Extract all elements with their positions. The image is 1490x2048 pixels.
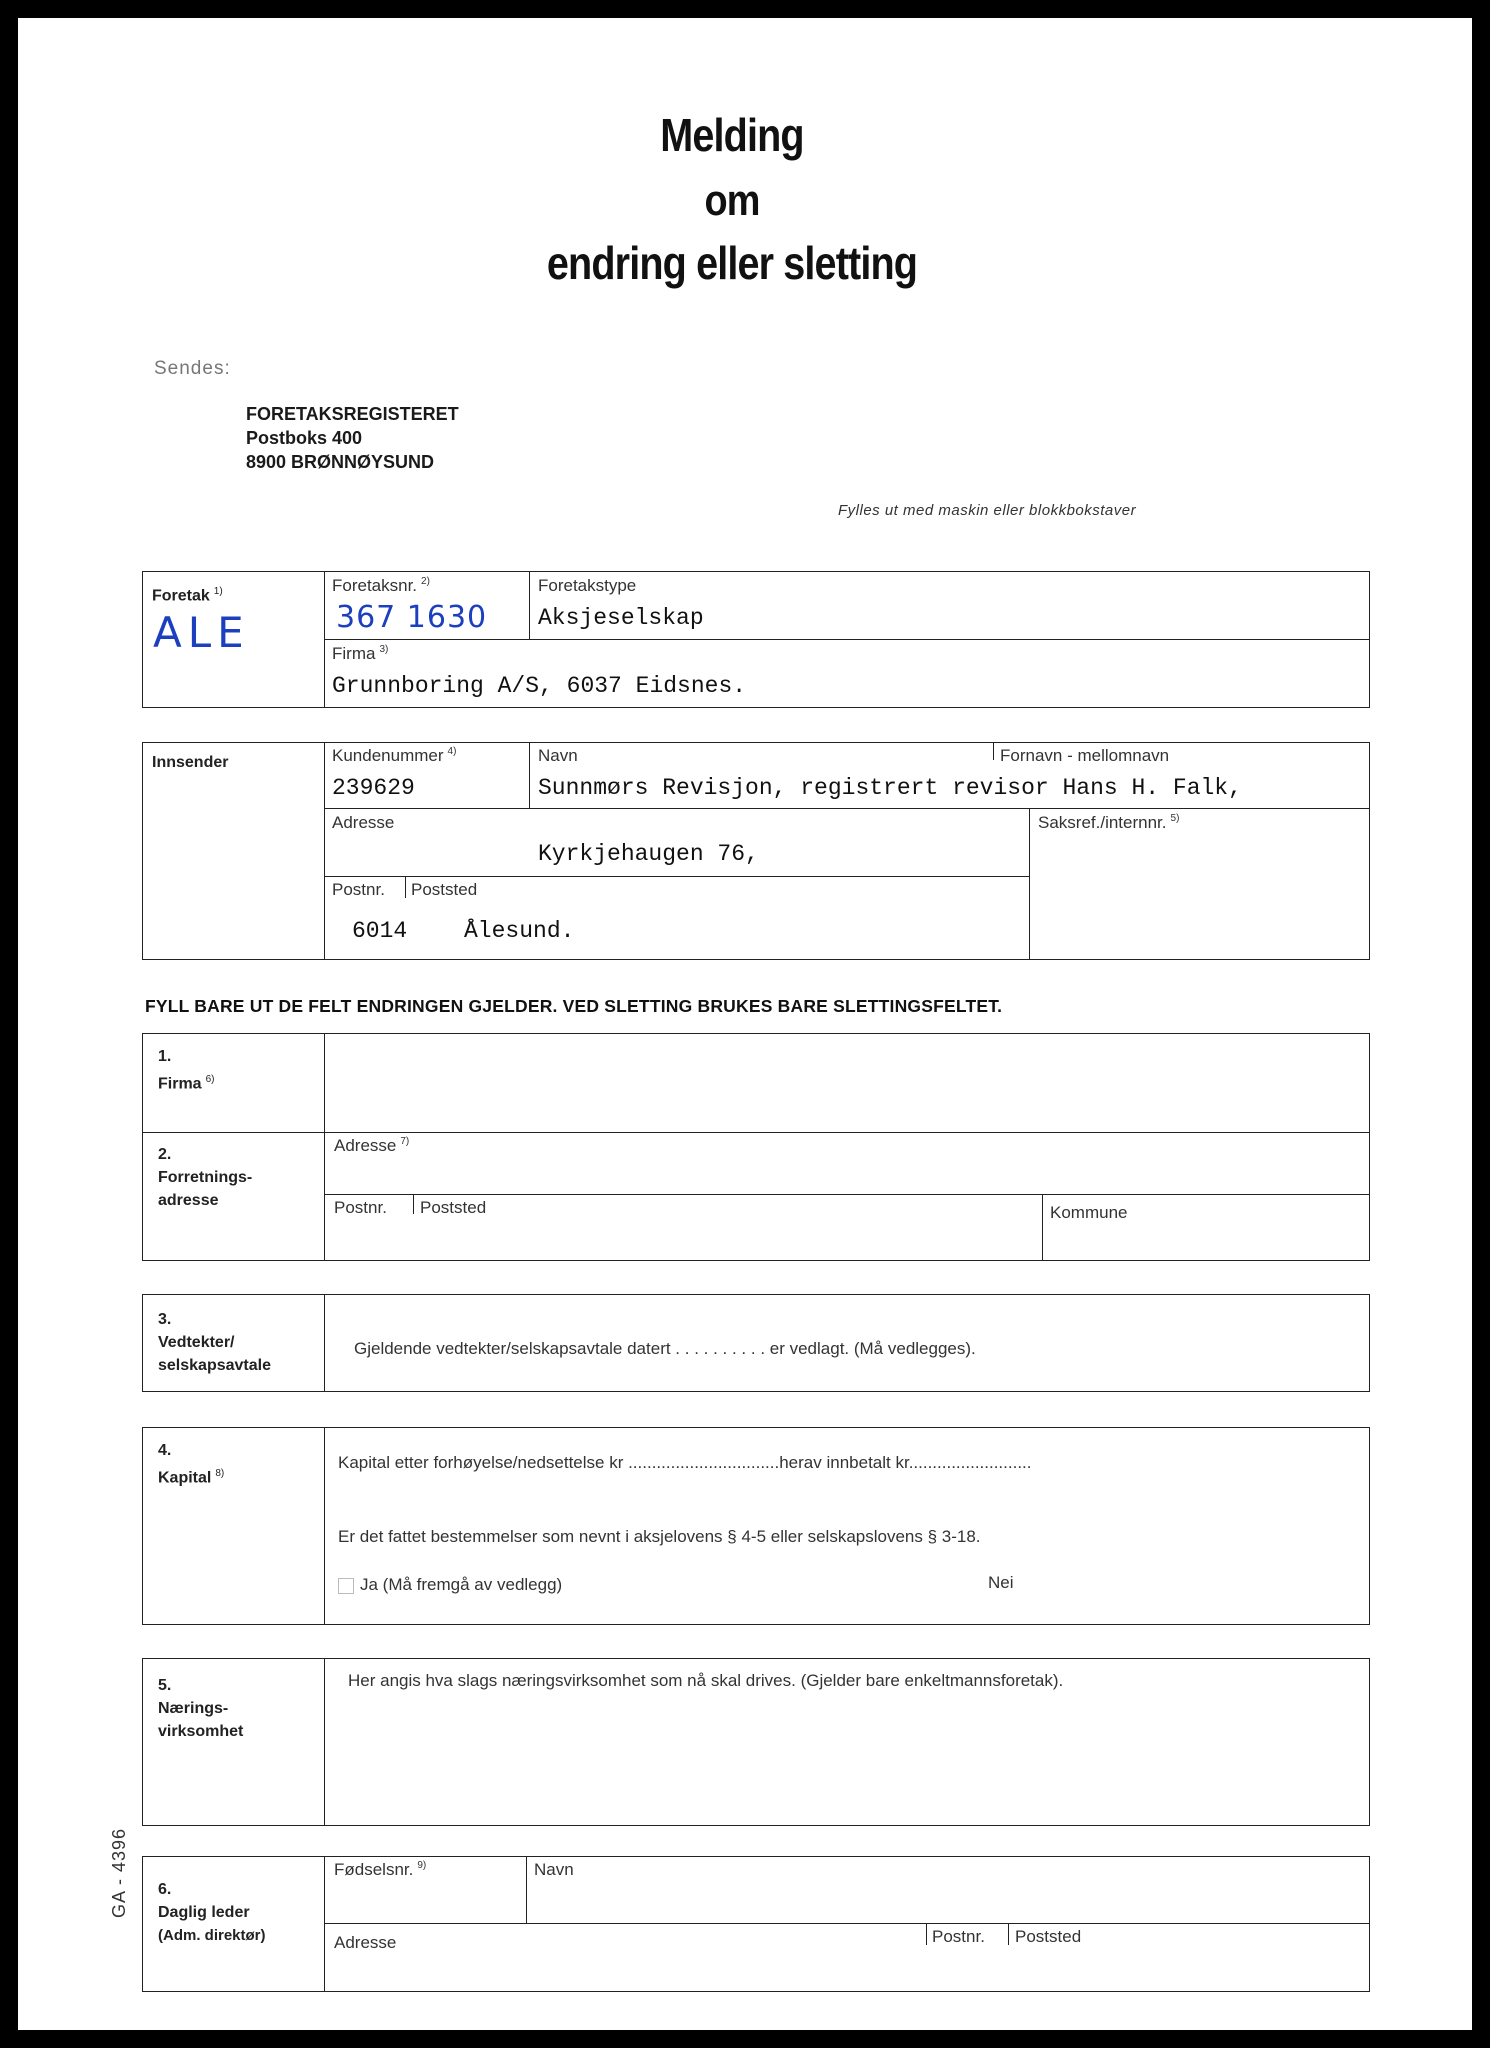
s4-line1: Kapital etter forhøyelse/nedsettelse kr ................................herav innbetalt kr.......................... [338,1453,1032,1472]
s4-nei-option[interactable]: Nei [988,1573,1014,1592]
s5-text: Her angis hva slags næringsvirksomhet som nå skal drives. (Gjelder bare enkeltmannsforetak). [348,1671,1064,1690]
title-line-2: om [704,176,760,225]
kundenummer-label: Kundenummer $^{4)}$ [332,746,457,765]
s6-fodselsnr-label: Fødselsnr. $^{9)}$ [334,1860,427,1879]
fornavn-label: Fornavn - mellomnavn [1000,746,1170,765]
foretakstype-value: Aksjeselskap [538,605,704,631]
section-1-2-box [142,1033,1370,1261]
notice-text: FYLL BARE UT DE FELT ENDRINGEN GJELDER. VED SLETTING BRUKES BARE SLETTINGSFELTET. [145,996,1003,1016]
saksref-label: Saksref./internnr. $^{5)}$ [1038,813,1180,832]
handwritten-code: ALE [153,608,250,657]
s6-label: 6. Daglig leder (Adm. direktør) [158,1881,266,1944]
innsender-section-label: Innsender [152,754,229,771]
firma-value: Grunnboring A/S, 6037 Eidsnes. [332,673,747,699]
s5-label: 5. Nærings- virksomhet [158,1677,244,1740]
s4-label: 4. Kapital $^{8)}$ [158,1442,225,1487]
form-code: GA - 4396 [109,1827,129,1918]
postnr-label: Postnr. [332,880,385,899]
firma-label: Firma $^{3)}$ [332,644,389,663]
title-line-1: Melding [660,109,804,161]
s2-adresse-label: Adresse $^{7)}$ [334,1136,410,1155]
s4-line2: Er det fattet bestemmelser som nevnt i aksjelovens § 4-5 eller selskapslovens § 3-18. [338,1527,981,1546]
s6-postnr-label: Postnr. [932,1927,985,1946]
sendes-label: Sendes: [154,358,231,379]
s3-label: 3. Vedtekter/ selskapsavtale [158,1311,271,1374]
navn-label: Navn [538,746,578,765]
s1-label: 1. Firma $^{6)}$ [158,1048,215,1093]
title-line-3: endring eller sletting [546,237,918,289]
foretaksnr-label: Foretaksnr. $^{2)}$ [332,576,430,595]
recipient-name: FORETAKSREGISTERET [246,404,459,424]
s6-poststed-label: Poststed [1015,1927,1082,1946]
recipient-city: 8900 BRØNNØYSUND [246,452,435,472]
adresse-value: Kyrkjehaugen 76, [538,841,759,867]
s2-poststed-label: Poststed [420,1198,487,1217]
foretaksnr-value: 367 1630 [336,600,488,635]
section-6-box [142,1856,1370,1992]
s2-postnr-label: Postnr. [334,1198,387,1217]
postnr-value: 6014 [352,918,408,944]
recipient-box: Postboks 400 [246,428,363,448]
poststed-label: Poststed [411,880,478,899]
s6-navn-label: Navn [534,1860,574,1879]
s2-kommune-label: Kommune [1050,1203,1128,1222]
adresse-label: Adresse [332,813,395,832]
foretakstype-label: Foretakstype [538,576,637,595]
s3-text: Gjeldende vedtekter/selskapsavtale datert . . . . . . . . . . er vedlagt. (Må vedlegges). [354,1339,976,1358]
fill-note: Fylles ut med maskin eller blokkbokstaver [838,502,1137,519]
form-page [18,18,1472,2030]
ja-checkbox[interactable] [338,1578,354,1594]
kundenummer-value: 239629 [332,775,415,801]
s2-label: 2. Forretnings- adresse [158,1146,253,1209]
navn-value: Sunnmørs Revisjon, registrert revisor Hans H. Falk, [538,775,1242,801]
foretak-section-label: Foretak $^{1)}$ [152,586,223,605]
s4-ja-option[interactable]: Ja (Må fremgå av vedlegg) [338,1575,562,1595]
s6-adresse-label: Adresse [334,1933,397,1952]
poststed-value: Ålesund. [464,918,575,944]
